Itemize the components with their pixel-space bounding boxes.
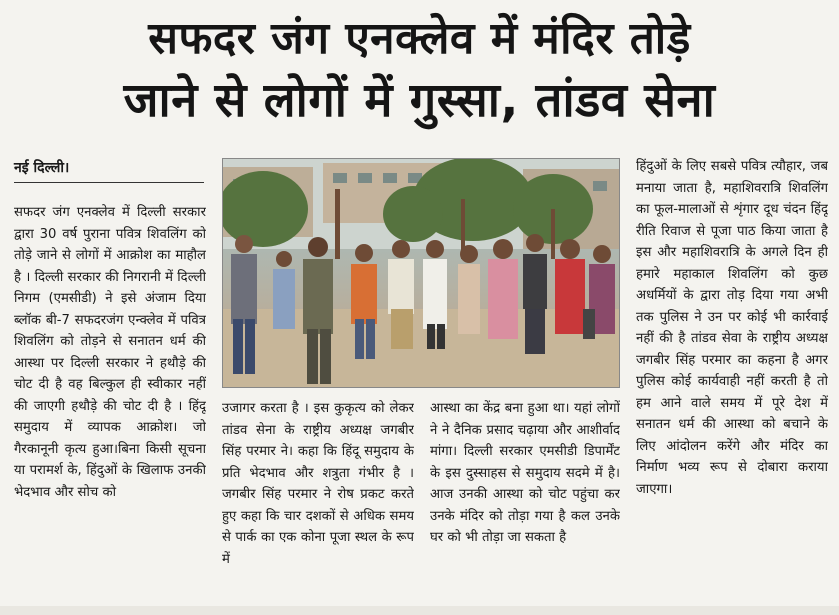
page-bottom-strip — [0, 606, 839, 615]
column-3-text: आस्था का केंद्र बना हुआ था। यहां लोगों ने ने दैनिक प्रसाद चढ़ाया और आशीर्वाद मांगा। दिल्ली सरकार एमसीडी डिपार्मेंट के इस दुस्साहस से समुदाय सदमे में है। आज उनकी आस्था को चोट पहुंचा कर उनके मंदिर को तोड़ा गया है कल उनके घर को भी तोड़ा जा सकता है — [430, 401, 620, 545]
article-column-2 — [222, 398, 414, 606]
headline — [0, 8, 839, 132]
article-column-3 — [430, 398, 620, 606]
article-column-4 — [636, 156, 828, 606]
headline-line-1: सफदर जंग एनक्लेव में मंदिर तोड़े — [148, 13, 691, 64]
dateline-rule — [14, 182, 204, 183]
column-4-text: हिंदुओं के लिए सबसे पवित्र त्यौहार, जब मनाया जाता है, महाशिवरात्रि शिवलिंग का फूल-मालाओं से शृंगार दूध चंदन हिंदू रीति रिवाज से पूजा पाठ किया जाता है इस और महाशिवरात्रि के अगले दिन ही हमारे महाकाल शिवलिंग को कुछ अधर्मियों के द्वारा तोड़ दिया गया अभी तक पुलिस ने उन पर कोई भी कार्रवाई नहीं की है तांडव सेवा के राष्ट्रीय अध्यक्ष जगबीर सिंह परमार का कहना है अगर पुलिस कोई कार्यवाही नहीं करती है तो हम आने वाले समय में पूरे देश में सनातन धर्म की आस्था को बचाने के लिए आंदोलन करेंगे और मंदिर का निर्माण भव्य रूप से दोबारा कराया जाएगा। — [636, 159, 828, 497]
article-column-1 — [14, 202, 206, 606]
column-2-text: उजागर करता है । इस कुकृत्य को लेकर तांडव सेना के राष्ट्रीय अध्यक्ष जगबीर सिंह परमार ने। कहा कि हिंदू समुदाय के प्रति भेदभाव और शत्रुता गंभीर है । जगबीर सिंह परमार ने रोष प्रकट करते हुए कहा कि चार दशकों से अधिक समय से पार्क का एक कोना पूजा स्थल के रूप में — [222, 401, 414, 567]
protest-crowd-photo — [222, 158, 620, 388]
headline-line-2: जाने से लोगों में गुस्सा, तांडव सेना — [123, 73, 716, 128]
photo-illustration — [223, 159, 619, 387]
column-1-text: सफदर जंग एनक्लेव में दिल्ली सरकार द्वारा 30 वर्ष पुराना पवित्र शिवलिंग को तोड़े जाने से लोगों में आक्रोश का माहौल है । दिल्ली सरकार की निगरानी में दिल्ली निगम (एमसीडी) ने इसे अंजाम दिया ब्लॉक बी-7 सफदरजंग एन्क्लेव में पवित्र शिवलिंग को तोड़ने से सनातन धर्म की आस्था पर दिल्ली सरकार ने हथौड़े की चोट दी है वह बिल्कुल ही स्वीकार नहीं की जाएगी हथौड़े की चोट दी है । हिंदू समुदाय में व्यापक आक्रोश। जो गैरकानूनी कृत्य हुआ।बिना किसी सूचना या परामर्श के, हिंदुओं के खिलाफ उनकी भेदभाव और सोच को — [14, 205, 206, 500]
dateline: नई दिल्ली। — [14, 160, 70, 176]
